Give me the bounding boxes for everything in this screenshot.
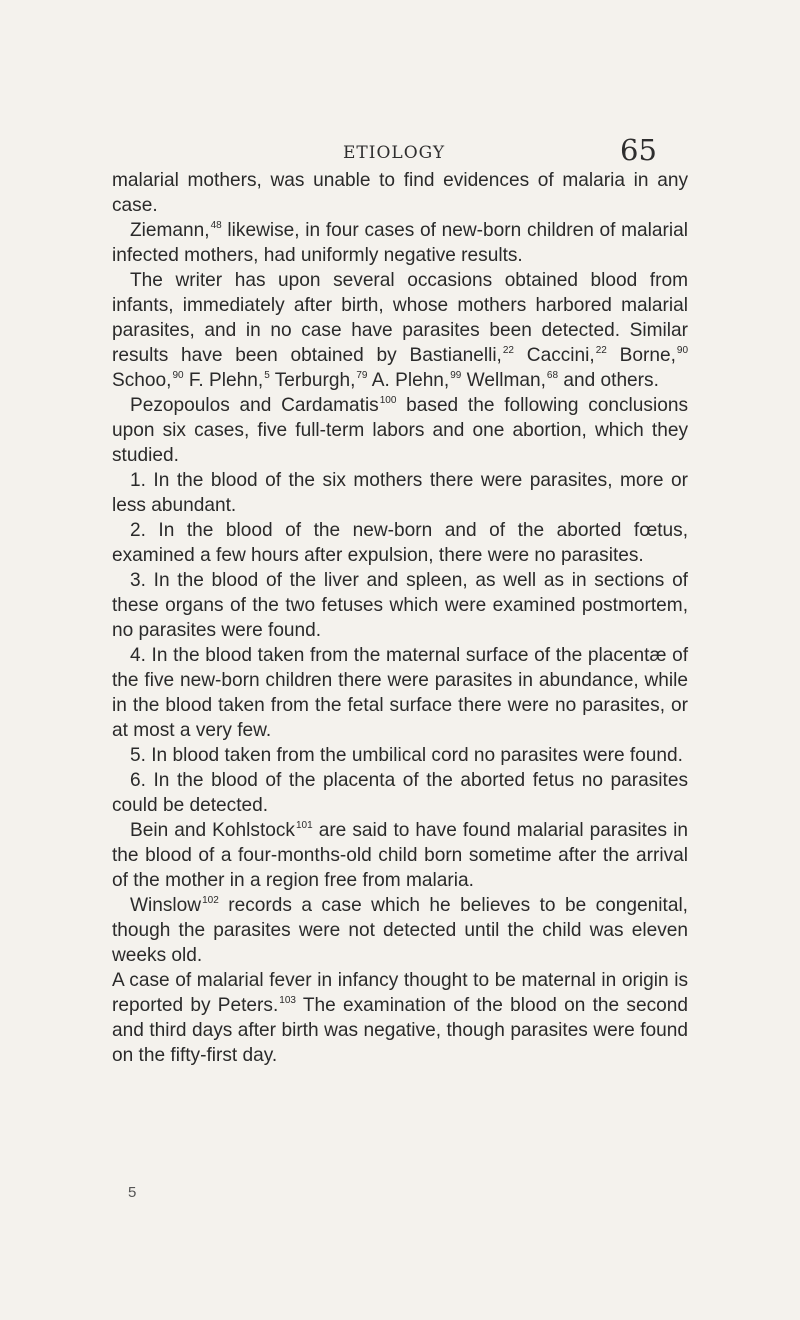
footnote-ref: 68	[546, 370, 559, 381]
paragraph-continuation	[112, 168, 688, 218]
paragraph-ziemann	[112, 218, 688, 268]
footnote-ref: 48	[210, 220, 222, 231]
paragraph-text: Terburgh,	[269, 370, 356, 391]
paragraph-text: Ziemann,	[130, 220, 210, 241]
paragraph-text: Winslow	[130, 895, 202, 916]
list-item: 4. In the blood taken from the maternal surface of the placentæ of the five new-born children there were parasites in abundance, while in the blood taken from the fetal surface there were no parasites, or at most a very few.	[112, 645, 688, 741]
paragraph-text: A case of malarial fever in infancy thought to be maternal in origin is reported by Peters.	[112, 970, 688, 1016]
paragraph-text: and others.	[558, 370, 659, 391]
footnote-ref: 101	[295, 820, 313, 831]
paragraph-text: Caccini,	[514, 345, 595, 366]
paragraph-text: based the following conclusions upon six cases, five full-term labors and one abortion, which they studied.	[112, 395, 688, 466]
paragraph-pezopoulos	[112, 393, 688, 468]
running-head	[0, 132, 800, 172]
list-item: 2. In the blood of the new-born and of the aborted fœtus, examined a few hours after expulsion, there were no parasites.	[112, 520, 688, 566]
paragraph-text: Borne,	[606, 345, 676, 366]
list-item: 5. In blood taken from the umbilical cord no parasites were found.	[130, 745, 683, 766]
footnote-ref: 103	[279, 995, 296, 1006]
body-text	[112, 168, 688, 1068]
paragraph-peters	[112, 968, 688, 1068]
paragraph-text: likewise, in four cases of new-born children of malarial infected mothers, had uniformly negative results.	[112, 220, 688, 266]
paragraph-text: Schoo,	[112, 370, 172, 391]
footnote-ref: 79	[356, 370, 368, 381]
paragraph-text: are said to have found malarial parasites in the blood of a four-months-old child born sometime after the arrival of the mother in a region free from malaria.	[112, 820, 688, 891]
footnote-ref: 100	[379, 395, 397, 406]
list-item: 3. In the blood of the liver and spleen, as well as in sections of these organs of the two fetuses which were examined postmortem, no parasites were found.	[112, 570, 688, 641]
paragraph-bein	[112, 818, 688, 893]
page-number: 65	[620, 133, 657, 167]
paragraph-text: Bein and Kohlstock	[130, 820, 295, 841]
footnote-ref: 5	[264, 370, 270, 381]
paragraph-winslow	[112, 893, 688, 968]
footnote-ref: 22	[502, 345, 514, 356]
paragraph-text: A. Plehn,	[367, 370, 450, 391]
running-head-title: ETIOLOGY	[343, 143, 446, 163]
signature-mark: 5	[128, 1184, 137, 1201]
paragraph-text: The writer has upon several occasions obtained blood from infants, immediately after birth, whose mothers harbored malarial parasites, and in no case have parasites been detected. Similar results have been obtained by Bastianelli,	[112, 270, 688, 366]
paragraph-text: Wellman,	[461, 370, 546, 391]
list-item: 6. In the blood of the placenta of the aborted fetus no parasites could be detected.	[112, 770, 688, 816]
paragraph-text: F. Plehn,	[183, 370, 264, 391]
paragraph-text: The examination of the blood on the second and third days after birth was negative, though parasites were found on the fifty-first day.	[112, 995, 688, 1066]
footnote-ref: 90	[676, 345, 689, 356]
paragraph-text: malarial mothers, was unable to find evidences of malaria in any case.	[112, 170, 688, 216]
paragraph-writer	[112, 268, 688, 393]
paragraph-text: Pezopoulos and Cardamatis	[130, 395, 379, 416]
footnote-ref: 102	[202, 895, 219, 906]
footnote-ref: 22	[595, 345, 607, 356]
footnote-ref: 90	[172, 370, 184, 381]
paragraph-text: records a case which he believes to be congenital, though the parasites were not detected until the child was eleven weeks old.	[112, 895, 688, 966]
footnote-ref: 99	[450, 370, 462, 381]
list-item: 1. In the blood of the six mothers there were parasites, more or less abundant.	[112, 470, 688, 516]
